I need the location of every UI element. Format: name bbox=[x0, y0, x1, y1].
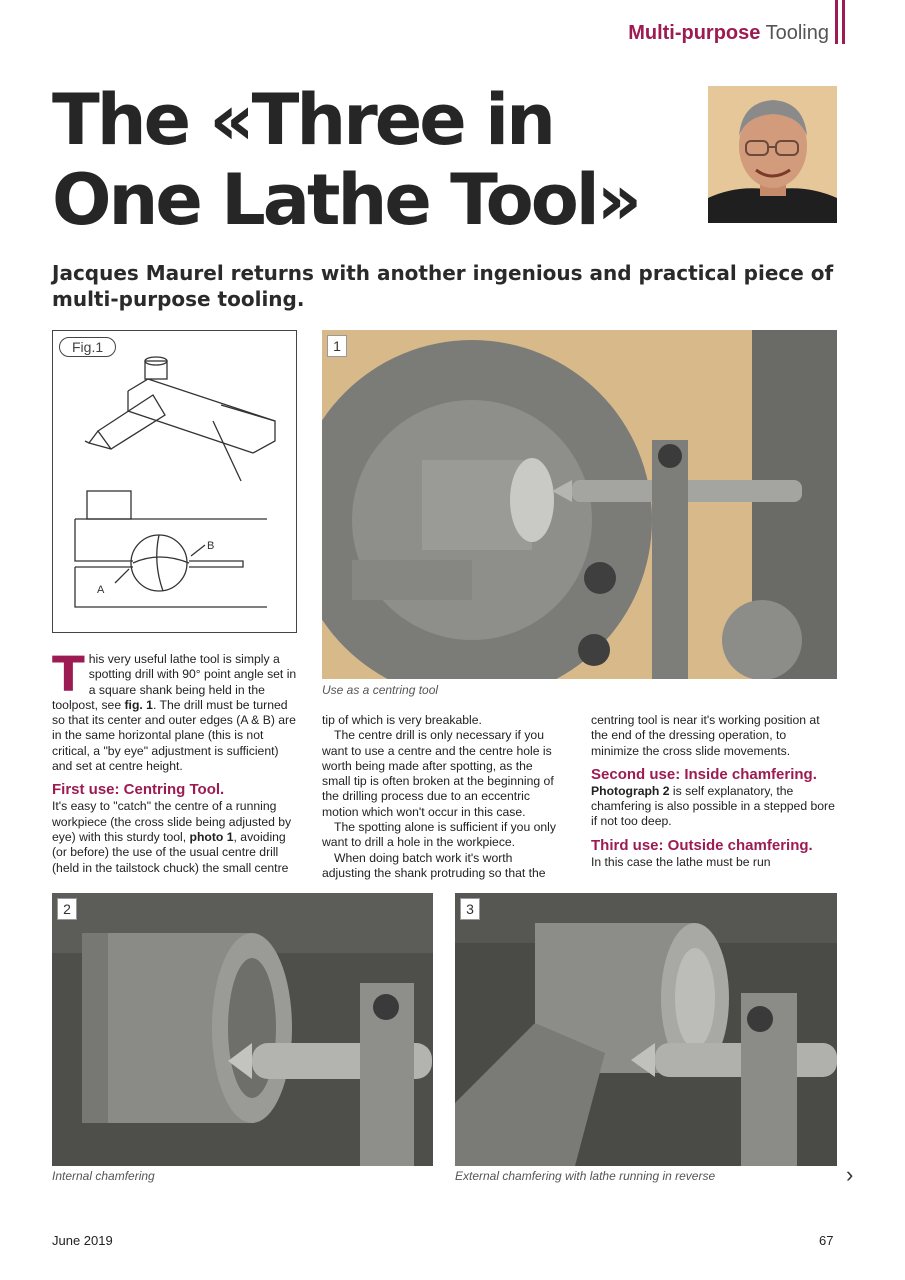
paragraph-intro bbox=[52, 647, 300, 774]
section-accent: Multi-purpose bbox=[628, 22, 761, 44]
issue-date: June 2019 bbox=[52, 1233, 113, 1248]
figure-1-drawing bbox=[53, 331, 296, 632]
text-column-2 bbox=[322, 713, 562, 881]
figure-1-label: Fig.1 bbox=[59, 337, 116, 357]
fig-ref: fig. 1 bbox=[124, 697, 153, 712]
paragraph-p6: When doing batch work it's worth adjusting the shank protruding so that the bbox=[322, 850, 546, 880]
photo-ref: photo 1 bbox=[189, 829, 234, 844]
paragraph-p5: The spotting alone is sufficient if you only want to drill a hole in the workpiece. bbox=[322, 820, 556, 850]
section-name: Tooling bbox=[765, 22, 829, 44]
photo-3-caption: External chamfering with lathe running in reverse bbox=[455, 1169, 716, 1183]
paragraph-first-use bbox=[52, 799, 300, 875]
photograph-ref: Photograph 2 bbox=[591, 783, 670, 798]
intro-text: his very useful lathe tool is simply a spotting drill with 90° point angle set in a square shank being held in the toolpost, see bbox=[52, 652, 297, 712]
photo-2-number: 2 bbox=[57, 898, 77, 920]
standfirst: Jacques Maurel returns with another ingenious and practical piece of multi-purpose tooling. bbox=[52, 261, 834, 311]
first-use-text: It's easy to "catch" the centre of a running workpiece (the cross slide being adjusted by eye) with this sturdy tool, bbox=[52, 799, 292, 844]
header-bars bbox=[835, 0, 849, 44]
photo-3 bbox=[455, 893, 837, 1166]
subhead-second-use: Second use: Inside chamfering. bbox=[591, 765, 817, 783]
photo-3-number: 3 bbox=[460, 898, 480, 920]
subhead-third-use: Third use: Outside chamfering. bbox=[591, 836, 813, 854]
paragraph-p4: The centre drill is only necessary if you want to use a centre and the centre hole is worth being made after spotting, as the small tip is often broken at the beginning of the drilling process due to an eccentric motion which won't occur in this case. bbox=[322, 728, 554, 819]
author-portrait bbox=[708, 86, 837, 223]
dropcap: T bbox=[52, 647, 85, 703]
next-page-arrow-icon[interactable]: › bbox=[846, 1162, 854, 1187]
photo-1-number: 1 bbox=[327, 335, 347, 357]
photo-1-caption: Use as a centring tool bbox=[322, 683, 439, 697]
article-title: The «Three in One Lathe Tool» bbox=[52, 79, 640, 241]
second-use-text: is self explanatory, the chamfering is also possible in a stepped bore if not too deep. bbox=[591, 783, 835, 829]
photo-2-caption: Internal chamfering bbox=[52, 1169, 155, 1183]
first-use-text-end: , avoiding (or before) the use of the usual centre drill (held in the tailstock chuck) the small centre bbox=[52, 829, 289, 875]
intro-text-end: . The drill must be turned so that its center and outer edges (A & B) are in the same horizontal plane (this is not critical, a "by eye" adjustment is sufficient) and set at centre height. bbox=[52, 697, 296, 774]
paragraph-p9: In this case the lathe must be run bbox=[591, 854, 771, 869]
paragraph-p3: tip of which is very breakable. bbox=[322, 713, 482, 727]
page-number: 67 bbox=[819, 1233, 834, 1248]
text-column-3 bbox=[591, 713, 837, 870]
subhead-first-use: First use: Centring Tool. bbox=[52, 781, 225, 799]
section-header bbox=[628, 22, 829, 45]
paragraph-p7: centring tool is near it's working position at the end of the dressing operation, to minimize the cross slide movements. bbox=[591, 713, 820, 758]
fig1-label-b: B bbox=[207, 540, 215, 552]
photo-1 bbox=[322, 330, 837, 679]
photo-2 bbox=[52, 893, 433, 1166]
figure-1-diagram bbox=[52, 330, 297, 633]
paragraph-p8 bbox=[591, 784, 837, 830]
text-column-1 bbox=[52, 647, 300, 876]
fig1-label-a: A bbox=[97, 584, 105, 596]
